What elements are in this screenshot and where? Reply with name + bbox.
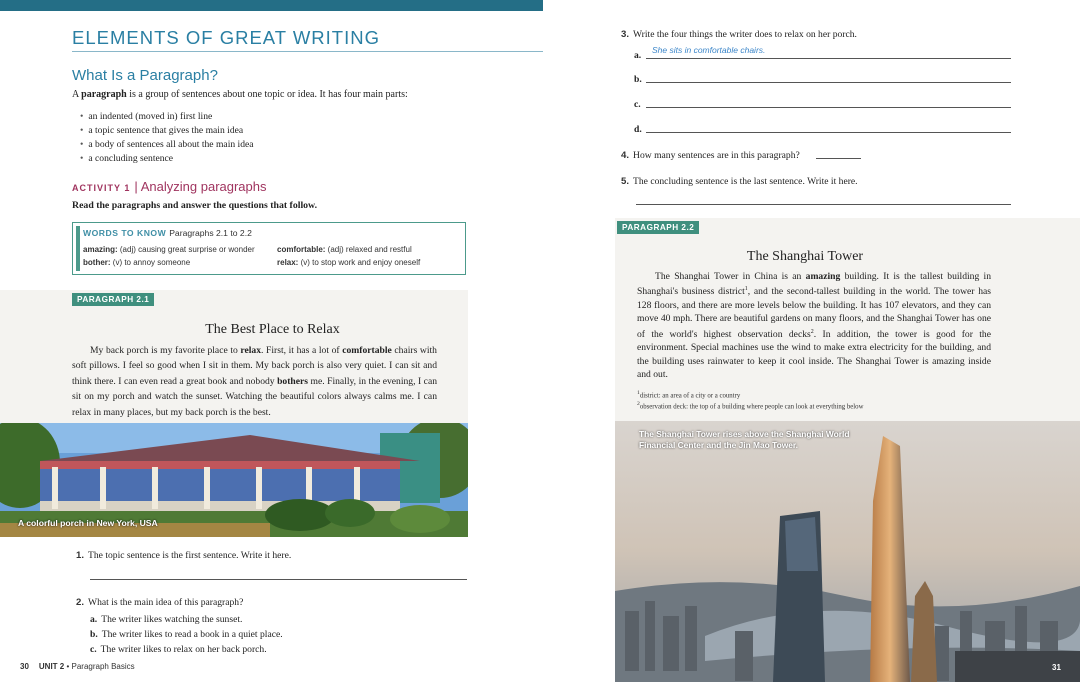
handwritten-answer-a[interactable]: She sits in comfortable chairs. bbox=[652, 45, 766, 55]
question-text: How many sentences are in this paragraph? bbox=[633, 150, 800, 161]
footer-bullet: • bbox=[64, 662, 72, 671]
footnote-text: observation deck: the top of a building where people can look at everything below bbox=[639, 403, 864, 411]
text-run: My back porch is my favorite place to bbox=[90, 345, 241, 356]
question-number: 2. bbox=[76, 597, 85, 608]
text-run: , and the second-tallest building in the world. The tower has 128 floors, and there are more levels below the building. It has 107 elevators, and they can move 40 mph. There are beautiful gardens on many floors, and the Shanghai Tower has one of the world's highest observation decks bbox=[637, 286, 991, 340]
bold-term: relax bbox=[240, 345, 262, 356]
page-number: 30 bbox=[20, 662, 29, 671]
list-item: • a concluding sentence bbox=[80, 152, 254, 166]
answer-label-b: b. bbox=[634, 74, 642, 85]
vocab-entry-relax bbox=[277, 258, 420, 267]
list-item: • a topic sentence that gives the main idea bbox=[80, 124, 254, 138]
text-run: chairs with soft pillows. I feel so good when I sit in them. My back porch is also very quiet. I can sit and think there. I can even read a great book and nobody bbox=[72, 345, 437, 387]
paragraph-2-1-body bbox=[72, 343, 437, 420]
q2-option-c[interactable] bbox=[90, 644, 267, 655]
words-to-know-title bbox=[83, 228, 252, 238]
q2-option-a[interactable] bbox=[90, 614, 242, 625]
porch-photo-caption: A colorful porch in New York, USA bbox=[18, 518, 158, 528]
option-letter: b. bbox=[90, 629, 98, 640]
bold-term: comfortable bbox=[342, 345, 392, 356]
question-number: 5. bbox=[621, 176, 630, 187]
vocab-word: bother: bbox=[83, 258, 111, 267]
answer-line-b[interactable] bbox=[646, 82, 1011, 83]
vocab-def: (adj) causing great surprise or wonder bbox=[117, 245, 255, 254]
shanghai-tower-photo bbox=[615, 421, 1080, 682]
vocab-word: relax: bbox=[277, 258, 299, 267]
paragraph-parts-list bbox=[80, 110, 254, 166]
paragraph-2-2-title: The Shanghai Tower bbox=[746, 249, 864, 264]
option-text: The writer likes watching the sunset. bbox=[101, 614, 243, 625]
answer-label-c: c. bbox=[634, 99, 641, 110]
vocab-entry-amazing bbox=[83, 245, 255, 254]
tower-photo-caption: The Shanghai Tower rises above the Shanghai World Financial Center and the Jin Mao Tower. bbox=[639, 429, 850, 450]
words-to-know-accent bbox=[76, 226, 80, 271]
bold-term: bothers bbox=[277, 375, 309, 387]
words-to-know-range: Paragraphs 2.1 to 2.2 bbox=[169, 228, 252, 238]
answer-label-d: d. bbox=[634, 124, 642, 135]
option-text: The writer likes to read a book in a quiet place. bbox=[101, 629, 283, 640]
definition-post: is a group of sentences about one topic or idea. It has four main parts: bbox=[126, 89, 408, 100]
question-text: The concluding sentence is the last sentence. Write it here. bbox=[633, 176, 858, 187]
question-4 bbox=[621, 150, 800, 161]
footnote-text: district: an area of a city or a country bbox=[639, 392, 741, 400]
footnote-2 bbox=[637, 401, 864, 410]
footnote-ref: 2 bbox=[810, 328, 814, 335]
option-letter: c. bbox=[90, 644, 97, 655]
heading-divider bbox=[72, 51, 543, 52]
answer-line-q1[interactable] bbox=[90, 579, 467, 580]
vocab-def: (v) to stop work and enjoy oneself bbox=[298, 258, 421, 267]
paragraph-2-2-tag: PARAGRAPH 2.2 bbox=[617, 221, 699, 234]
paragraph-2-1-title: The Best Place to Relax bbox=[205, 322, 340, 337]
list-item: • a body of sentences all about the main idea bbox=[80, 138, 254, 152]
question-1 bbox=[76, 550, 291, 561]
question-number: 3. bbox=[621, 29, 630, 40]
question-text: The topic sentence is the first sentence. Write it here. bbox=[88, 550, 292, 561]
list-item: • an indented (moved in) first line bbox=[80, 110, 254, 124]
footnote-mark: 2 bbox=[637, 401, 640, 407]
activity-separator: | bbox=[134, 179, 138, 194]
vocab-entry-comfortable bbox=[277, 245, 412, 254]
answer-line-d[interactable] bbox=[646, 132, 1011, 133]
vocab-word: comfortable: bbox=[277, 245, 326, 254]
vocab-entry-bother bbox=[83, 258, 190, 267]
question-5 bbox=[621, 176, 858, 187]
question-3 bbox=[621, 29, 857, 40]
text-run: . In addition, the tower is good for the environment. Special machines use the wind to make extra electricity for the building, and the building uses rainwater to keep it cool inside. The Shanghai Tower is amazing inside and out. bbox=[637, 329, 991, 381]
question-number: 1. bbox=[76, 550, 85, 561]
definition-pre: A bbox=[72, 89, 82, 100]
activity-instructions: Read the paragraphs and answer the questions that follow. bbox=[72, 200, 318, 211]
activity-title: Analyzing paragraphs bbox=[140, 179, 267, 194]
footnote-ref: 1 bbox=[744, 286, 748, 293]
question-text: Write the four things the writer does to relax on her porch. bbox=[633, 29, 857, 40]
text-run: building. It is the tallest building in Shanghai's business district bbox=[637, 271, 991, 298]
question-2 bbox=[76, 597, 243, 608]
footer-unit: UNIT 2 bbox=[38, 662, 65, 671]
option-text: The writer likes to relax on her back porch. bbox=[100, 644, 267, 655]
q2-option-b[interactable] bbox=[90, 629, 283, 640]
activity-header bbox=[72, 178, 267, 196]
paragraph-definition bbox=[72, 89, 408, 100]
option-letter: a. bbox=[90, 614, 98, 625]
section-title: What Is a Paragraph? bbox=[72, 67, 218, 84]
question-text: What is the main idea of this paragraph? bbox=[88, 597, 244, 608]
footnote-mark: 1 bbox=[637, 390, 640, 396]
page-number-right: 31 bbox=[1052, 663, 1061, 672]
bold-term: amazing bbox=[805, 271, 841, 282]
footer-section: Paragraph Basics bbox=[71, 662, 135, 671]
answer-line-a[interactable] bbox=[646, 58, 1011, 59]
paragraph-2-1-tag: PARAGRAPH 2.1 bbox=[72, 293, 154, 306]
question-number: 4. bbox=[621, 150, 630, 161]
vocab-def: (v) to annoy someone bbox=[110, 258, 191, 267]
answer-line-q4[interactable] bbox=[816, 158, 861, 159]
paragraph-2-2-body bbox=[637, 270, 991, 382]
vocab-def: (adj) relaxed and restful bbox=[325, 245, 412, 254]
page-heading: ELEMENTS OF GREAT WRITING bbox=[72, 27, 381, 48]
text-run: me. Finally, in the evening, I can sit on my porch and watch the sunset. Watching the beautiful colors always calms me. I can relax in many places, but my back porch is the best. bbox=[72, 375, 437, 418]
definition-term: paragraph bbox=[81, 89, 127, 100]
text-run: . First, it has a lot of bbox=[261, 345, 343, 356]
text-run: The Shanghai Tower in China is an bbox=[655, 271, 806, 282]
answer-line-c[interactable] bbox=[646, 107, 1011, 108]
activity-label: ACTIVITY 1 bbox=[72, 183, 131, 193]
vocab-word: amazing: bbox=[83, 245, 118, 254]
skyline-illustration bbox=[615, 421, 1080, 682]
footnote-1 bbox=[637, 390, 740, 399]
footer-left bbox=[20, 662, 135, 671]
top-color-bar bbox=[0, 0, 543, 11]
words-to-know-label: WORDS TO KNOW bbox=[83, 228, 167, 238]
answer-line-q5[interactable] bbox=[636, 204, 1011, 205]
answer-label-a: a. bbox=[634, 50, 642, 61]
